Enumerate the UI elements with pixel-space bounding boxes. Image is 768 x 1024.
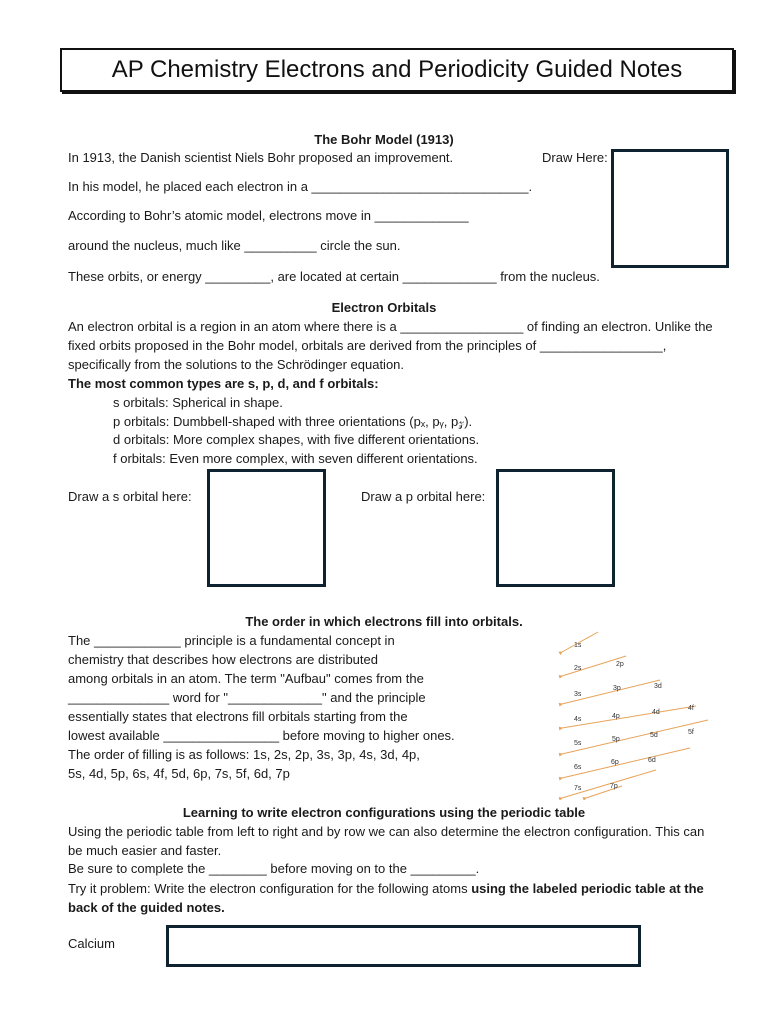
bohr-line-2: In his model, he placed each electron in a ______________________________. <box>68 179 533 194</box>
config-heading: Learning to write electron configurations using the periodic table <box>182 805 586 820</box>
order-heading: The order in which electrons fill into orbitals. <box>245 614 523 629</box>
diagram-label: 3p <box>613 685 621 692</box>
calcium-label: Calcium <box>68 936 115 951</box>
s-orbital-drawing-box[interactable] <box>207 469 326 587</box>
d-orbital-description: d orbitals: More complex shapes, with five different orientations. <box>113 432 480 447</box>
order-line: 5s, 4d, 5p, 6s, 4f, 5d, 6p, 7s, 5f, 6d, 7p <box>68 766 290 781</box>
order-line: ______________ word for "_____________" and the principle <box>68 690 426 705</box>
draw-s-orbital-label: Draw a s orbital here: <box>68 489 192 504</box>
config-line-3-bold: using the labeled periodic table at the back of the guided notes. <box>68 881 704 915</box>
bohr-heading: The Bohr Model (1913) <box>314 132 454 147</box>
diagram-arrow <box>562 748 690 778</box>
config-line-2: Be sure to complete the ________ before moving on to the _________. <box>68 861 480 876</box>
diagram-label: 4p <box>612 713 620 720</box>
order-line: The order of filling is as follows: 1s, 2s, 2p, 3s, 3p, 4s, 3d, 4p, <box>68 747 420 762</box>
order-line: essentially states that electrons fill orbitals starting from the <box>68 709 408 724</box>
bohr-drawing-box[interactable] <box>611 149 729 268</box>
diagram-label: 7p <box>610 783 618 790</box>
config-line-1: Using the periodic table from left to right and by row we can also determine the electron configuration. This can be much easier and faster. <box>68 824 705 858</box>
bohr-line-4: around the nucleus, much like __________ circle the sun. <box>68 238 401 253</box>
diagram-label: 5d <box>650 732 658 739</box>
orbitals-paragraph: An electron orbital is a region in an atom where there is a _________________ of finding an electron. Unlike the fixed orbits proposed in the Bohr model, orbitals are derived from the principles of _________________, specifically from the solutions to the Schrödinger equation. <box>68 319 713 372</box>
s-orbital-description: s orbitals: Spherical in shape. <box>113 395 283 410</box>
order-line: chemistry that describes how electrons are distributed <box>68 652 378 667</box>
order-line: among orbitals in an atom. The term "Aufbau" comes from the <box>68 671 424 686</box>
diagram-label: 5s <box>574 740 582 747</box>
bohr-line-5: These orbits, or energy _________, are located at certain _____________ from the nucleus. <box>68 269 600 284</box>
diagram-label: 4s <box>574 716 582 723</box>
orbitals-common-types: The most common types are s, p, d, and f orbitals: <box>68 376 379 391</box>
diagram-label: 5p <box>612 736 620 743</box>
diagram-label: 7s <box>574 785 582 792</box>
diagram-label: 6d <box>648 757 656 764</box>
diagram-arrow <box>562 706 696 728</box>
page-title: AP Chemistry Electrons and Periodicity Guided Notes <box>60 48 734 92</box>
bohr-line-3: According to Bohr’s atomic model, electrons move in _____________ <box>68 208 469 223</box>
order-line: lowest available ________________ before moving to higher ones. <box>68 728 455 743</box>
config-line-3-normal: Try it problem: Write the electron configuration for the following atoms <box>68 881 472 896</box>
diagram-label: 2s <box>574 665 582 672</box>
order-line: The ____________ principle is a fundamental concept in <box>68 633 395 648</box>
diagram-label: 3s <box>574 691 582 698</box>
draw-p-orbital-label: Draw a p orbital here: <box>361 489 486 504</box>
bohr-line-1: In 1913, the Danish scientist Niels Bohr proposed an improvement. <box>68 150 454 165</box>
f-orbital-description: f orbitals: Even more complex, with seven different orientations. <box>113 451 478 466</box>
orbitals-heading: Electron Orbitals <box>331 300 437 315</box>
draw-here-label: Draw Here: <box>542 150 608 165</box>
diagram-label: 6s <box>574 764 582 771</box>
p-orbital-drawing-box[interactable] <box>496 469 615 587</box>
config-line-3 <box>68 879 718 917</box>
diagram-label: 1s <box>574 642 582 649</box>
calcium-answer-box[interactable] <box>166 925 641 967</box>
p-orbital-description: p orbitals: Dumbbell-shaped with three orientations (pₓ, pᵧ, p𝓏). <box>113 414 473 429</box>
diagram-label: 3d <box>654 683 662 690</box>
diagram-label: 6p <box>611 759 619 766</box>
diagram-label: 4f <box>688 705 694 712</box>
aufbau-diagram <box>556 630 716 800</box>
diagram-label: 5f <box>688 729 694 736</box>
diagram-label: 4d <box>652 709 660 716</box>
diagram-label: 2p <box>616 661 624 668</box>
